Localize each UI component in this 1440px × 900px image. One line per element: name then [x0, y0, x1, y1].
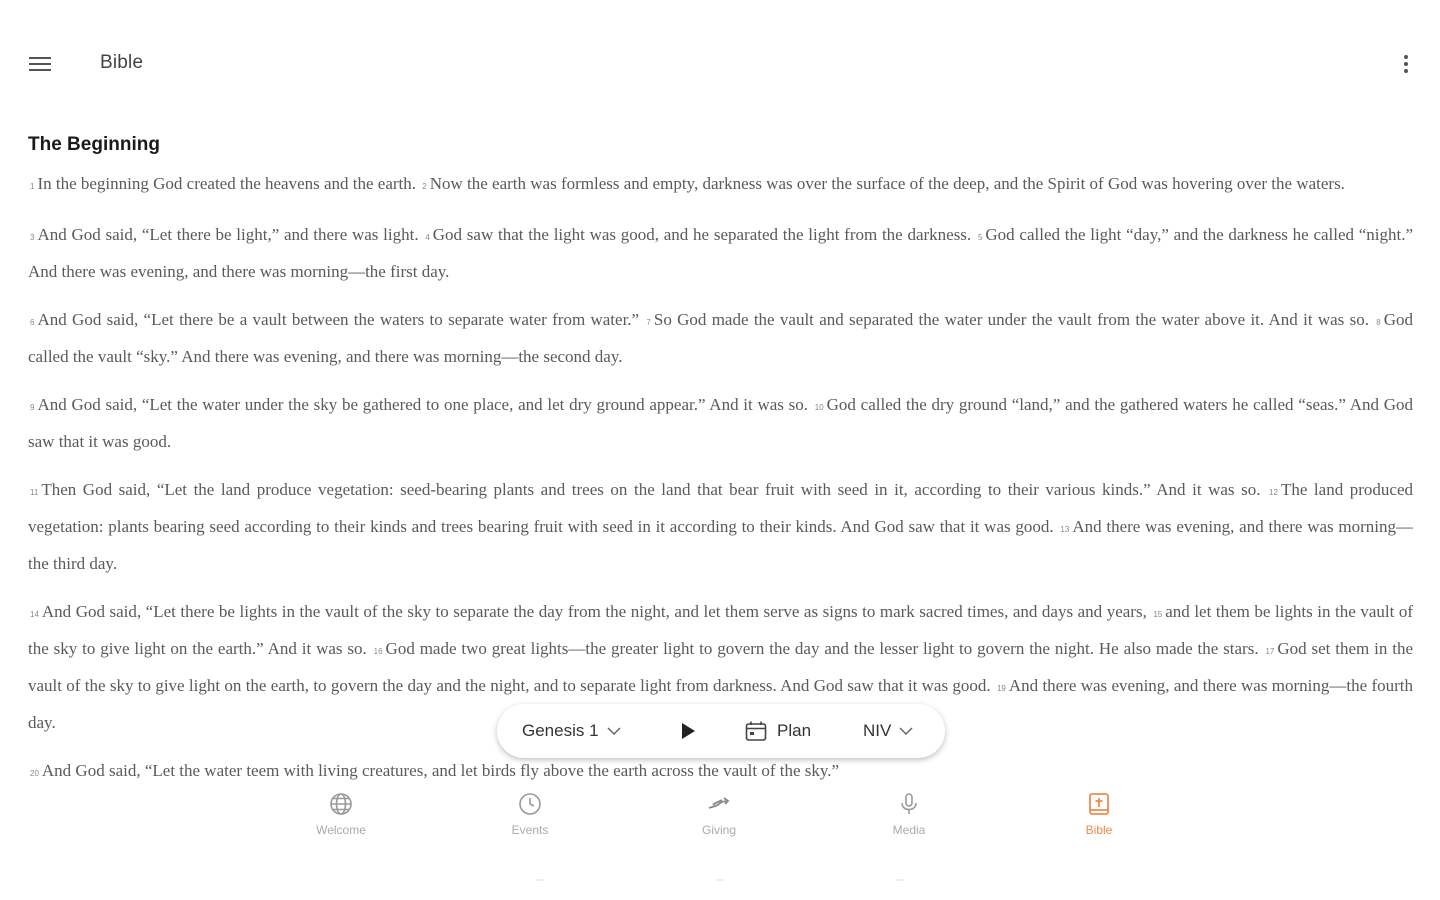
- verse-number[interactable]: 9: [30, 403, 35, 412]
- verse-text[interactable]: In the beginning God created the heavens and the earth.: [37, 174, 417, 193]
- chevron-down-icon: [899, 727, 913, 736]
- hamburger-menu-icon: [29, 56, 51, 72]
- nav-indicator: [536, 879, 544, 881]
- clock-icon: [517, 791, 543, 817]
- chapter-selector[interactable]: [522, 704, 621, 758]
- section-heading: The Beginning: [28, 134, 160, 155]
- verse-number[interactable]: 15: [1153, 610, 1163, 619]
- verse-number[interactable]: 5: [977, 233, 983, 242]
- verse-number[interactable]: 10: [814, 403, 824, 412]
- verse-paragraph: [28, 303, 1413, 374]
- verse-text[interactable]: And God said, “Let there be a vault between the waters to separate water from water.”: [37, 310, 640, 329]
- verse-number[interactable]: 2: [422, 182, 427, 191]
- play-audio-button[interactable]: [673, 704, 703, 758]
- nav-tab-bible[interactable]: [1054, 791, 1144, 851]
- calendar-icon: [745, 721, 767, 741]
- reading-plan-button[interactable]: [745, 704, 811, 758]
- verse-paragraph: [28, 473, 1413, 581]
- verse-text[interactable]: Then God said, “Let the land produce vegetation: seed-bearing plants and trees on the land that bear fruit with seed in it, according to their various kinds.” And it was so.: [41, 480, 1261, 499]
- nav-tab-giving[interactable]: [674, 791, 764, 851]
- nav-tab-label: Giving: [701, 823, 736, 837]
- more-vertical-icon: [1403, 54, 1409, 74]
- verse-number[interactable]: 4: [425, 233, 430, 242]
- verse-number[interactable]: 11: [30, 488, 39, 497]
- nav-tab-welcome[interactable]: [296, 791, 386, 851]
- chapter-label: Genesis 1: [522, 721, 599, 740]
- bible-icon: [1086, 791, 1112, 817]
- verse-text[interactable]: God set them in the vault of the sky to give light on the earth, to govern the day and the night, and to separate light from darkness. And God saw that it was good.: [28, 639, 1413, 695]
- verse-text[interactable]: God called the dry ground “land,” and the gathered waters he called “seas.” And God saw that it was good.: [28, 395, 1413, 451]
- overflow-menu-button[interactable]: [1388, 44, 1424, 84]
- verse-text[interactable]: And there was evening, and there was morning—the fourth day.: [28, 676, 1413, 732]
- verse-text[interactable]: So God made the vault and separated the water under the vault from the water above it. And it was so.: [653, 310, 1369, 329]
- giving-icon: [706, 791, 732, 817]
- nav-indicator: [716, 879, 724, 881]
- verse-number[interactable]: 14: [30, 610, 39, 619]
- nav-tab-label: Events: [511, 823, 549, 837]
- scripture-reader[interactable]: [28, 128, 1413, 783]
- verse-text[interactable]: God called the vault “sky.” And there was evening, and there was morning—the second day.: [28, 310, 1413, 366]
- nav-tab-label: Bible: [1085, 823, 1113, 837]
- verse-text[interactable]: Now the earth was formless and empty, darkness was over the surface of the deep, and the Spirit of God was hovering over the waters.: [429, 174, 1345, 193]
- verse-number[interactable]: 6: [30, 318, 35, 327]
- verse-text[interactable]: God made two great lights—the greater light to govern the day and the lesser light to govern the night. He also made the stars.: [385, 639, 1259, 658]
- verse-paragraph: [28, 754, 1413, 783]
- bottom-navigation: [0, 783, 1440, 900]
- microphone-icon: [896, 791, 922, 817]
- nav-tab-label: Media: [892, 823, 926, 837]
- verse-number[interactable]: 20: [30, 769, 39, 778]
- verse-number[interactable]: 12: [1269, 488, 1278, 497]
- version-label: NIV: [863, 721, 892, 740]
- verse-list: [28, 167, 1413, 783]
- verse-text[interactable]: The land produced vegetation: plants bearing seed according to their kinds and trees bearing fruit with seed in it according to their kinds. And God saw that it was good.: [28, 480, 1413, 536]
- nav-tab-events[interactable]: [485, 791, 575, 851]
- version-selector[interactable]: [863, 704, 913, 758]
- play-icon: [680, 722, 696, 740]
- globe-icon: [328, 791, 354, 817]
- verse-text[interactable]: And God said, “Let the water under the sky be gathered to one place, and let dry ground appear.” And it was so.: [37, 395, 809, 414]
- verse-text[interactable]: and let them be lights in the vault of the sky to give light on the earth.” And it was so.: [28, 602, 1413, 658]
- verse-paragraph: [28, 218, 1413, 289]
- plan-label: Plan: [777, 721, 812, 740]
- verse-text[interactable]: God called the light “day,” and the darkness he called “night.” And there was evening, and there was morning—the first day.: [28, 225, 1413, 281]
- verse-text[interactable]: And God said, “Let there be light,” and there was light.: [37, 225, 419, 244]
- nav-tab-media[interactable]: [864, 791, 954, 851]
- verse-text[interactable]: And there was evening, and there was morning—the third day.: [28, 517, 1413, 573]
- verse-text[interactable]: And God said, “Let there be lights in the vault of the sky to separate the day from the night, and let them serve as signs to mark sacred times, and days and years,: [41, 602, 1147, 621]
- verse-text[interactable]: God saw that the light was good, and he separated the light from the darkness.: [432, 225, 972, 244]
- verse-number[interactable]: 17: [1265, 647, 1275, 656]
- app-bar: [0, 0, 1440, 128]
- verse-number[interactable]: 13: [1060, 525, 1070, 534]
- verse-number[interactable]: 19: [996, 684, 1006, 693]
- verse-paragraph: [28, 167, 1413, 204]
- menu-button[interactable]: [20, 44, 60, 84]
- reader-controls: [497, 704, 945, 758]
- verse-number[interactable]: 16: [373, 647, 383, 656]
- nav-tab-label: Welcome: [316, 823, 366, 837]
- verse-number[interactable]: 1: [30, 182, 35, 191]
- verse-text[interactable]: And God said, “Let the water teem with living creatures, and let birds fly above the earth across the vault of the sky.”: [41, 761, 840, 780]
- verse-number[interactable]: 3: [30, 233, 35, 242]
- nav-indicator: [896, 879, 904, 881]
- verse-number[interactable]: 8: [1376, 318, 1381, 327]
- chevron-down-icon: [607, 727, 621, 736]
- page-title: Bible: [100, 52, 144, 73]
- verse-paragraph: [28, 388, 1413, 459]
- verse-number[interactable]: 7: [646, 318, 651, 327]
